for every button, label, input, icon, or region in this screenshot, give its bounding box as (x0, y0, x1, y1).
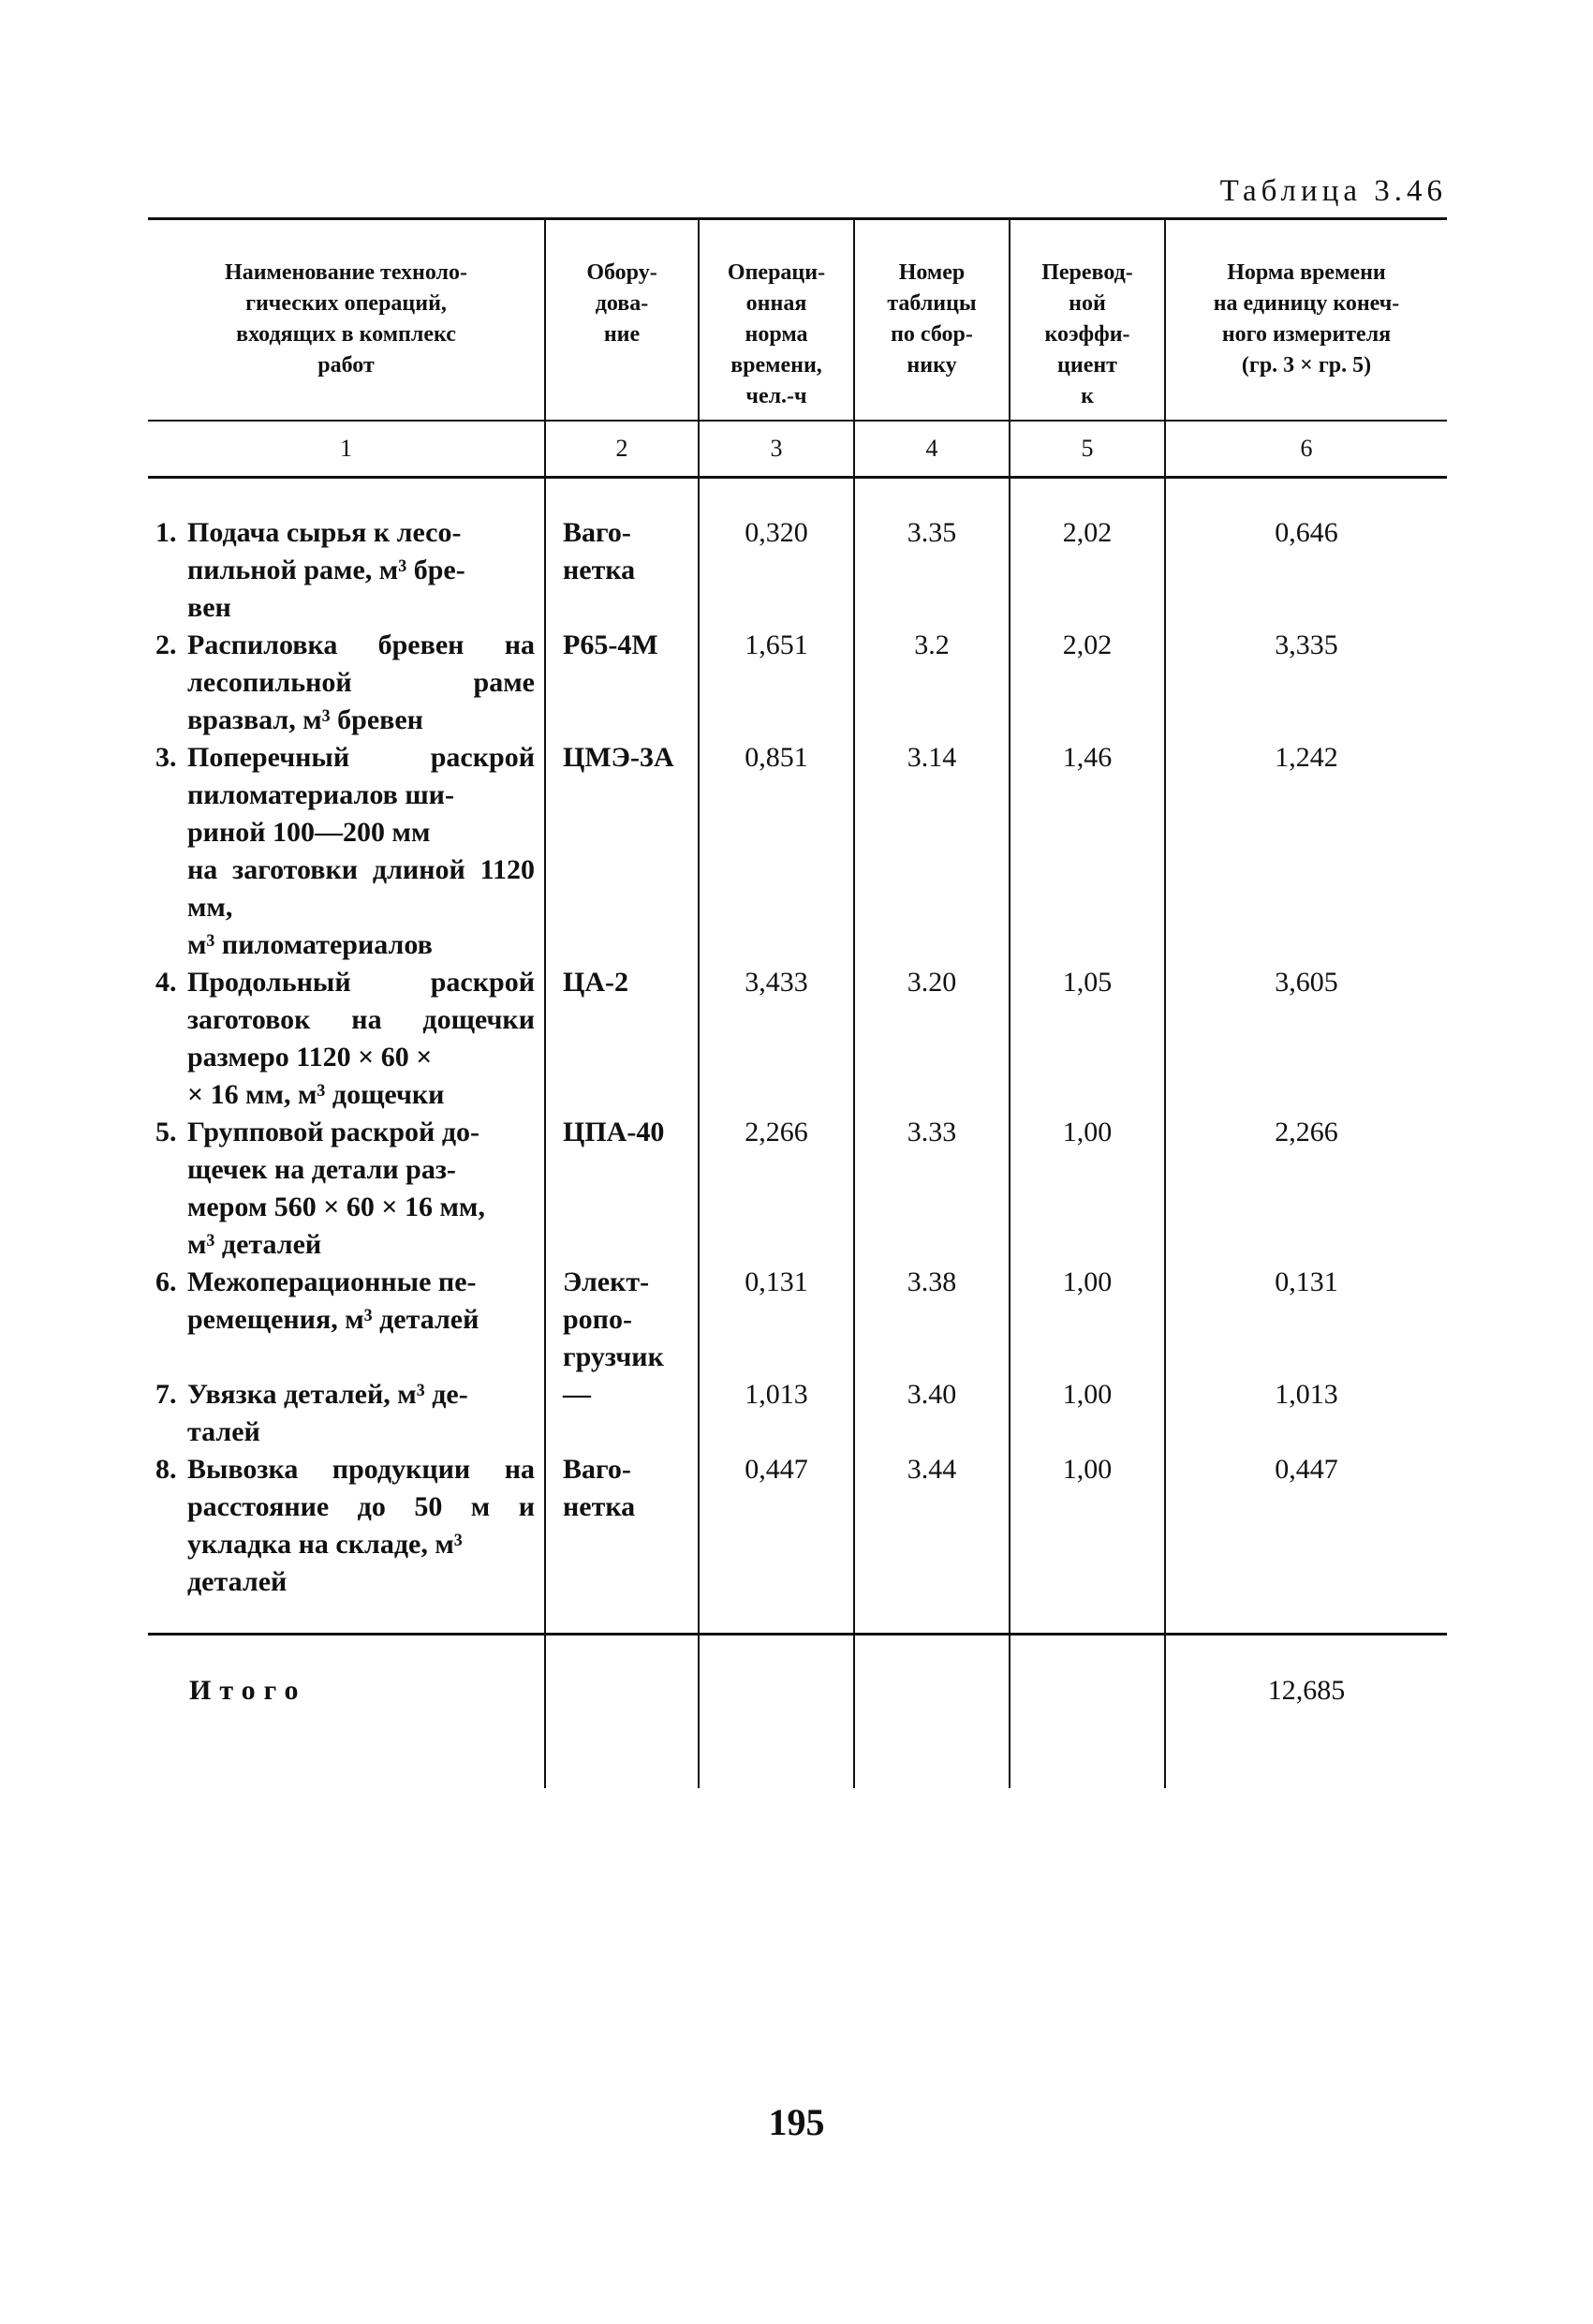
unit-norm-text: 0,131 (1275, 1266, 1338, 1297)
unit-norm-text: 3,605 (1275, 967, 1338, 998)
coefficient (1010, 1451, 1165, 1635)
row-number: 3. (155, 742, 177, 773)
operational-norm-text: 0,447 (745, 1454, 808, 1485)
operational-norm (699, 1451, 854, 1635)
operational-norm (699, 1264, 854, 1376)
table-number-text: 3.44 (907, 1454, 957, 1485)
total-empty-cell (1010, 1635, 1165, 1789)
coefficient-text: 1,05 (1062, 967, 1113, 998)
row-number: 4. (155, 967, 177, 998)
page-number: 195 (768, 2101, 825, 2143)
operational-norm (699, 1376, 854, 1451)
unit-norm (1165, 964, 1447, 1114)
row-number: 1. (155, 517, 177, 548)
total-empty-cell (699, 1635, 854, 1789)
column-number: 6 (1165, 421, 1447, 478)
operational-norm-text: 0,851 (745, 742, 808, 773)
table-row (148, 964, 1447, 1114)
coefficient (1010, 1376, 1165, 1451)
column-number: 4 (854, 421, 1010, 478)
table-number (854, 1451, 1010, 1635)
table-row (148, 1114, 1447, 1264)
equipment-text: Р65-4М (563, 629, 658, 660)
table-number-text: 3.33 (907, 1117, 957, 1147)
equipment-text: Ваго- нетка (563, 1454, 636, 1522)
operational-norm-text: 1,651 (745, 629, 808, 660)
unit-norm-text: 2,266 (1275, 1117, 1338, 1147)
operation-name (148, 627, 545, 739)
operation-text: Вывозка продукции на расстояние до 50 м и укладка на складе, м³ деталей (187, 1454, 535, 1597)
total-row (148, 1635, 1447, 1789)
coefficient-text: 1,00 (1062, 1379, 1113, 1410)
table-row (148, 739, 1447, 964)
operational-norm-text: 2,266 (745, 1117, 808, 1147)
header-unit-norm: Норма времени на единицу конеч- ного измерителя (гр. 3 × гр. 5) (1165, 219, 1447, 422)
table-number-text: 3.38 (907, 1266, 957, 1297)
equipment (545, 1376, 699, 1451)
row-number: 8. (155, 1454, 177, 1485)
operation-name (148, 1114, 545, 1264)
equipment-text: ЦА-2 (563, 967, 628, 998)
table-number (854, 627, 1010, 739)
operation-text: Групповой раскрой до- щечек на детали раз- мером 560 × 60 × 16 мм, м³ деталей (187, 1117, 485, 1260)
operational-norm (699, 739, 854, 964)
operation-name (148, 1376, 545, 1451)
operation-name (148, 964, 545, 1114)
unit-norm (1165, 739, 1447, 964)
table-number (854, 1114, 1010, 1264)
operation-text: Поперечный раскрой пиломатериалов ши- риной 100—200 мм на заготовки длиной 1120 мм, м³ пиломатериалов (187, 742, 535, 960)
unit-norm (1165, 1114, 1447, 1264)
table-number-text: 3.2 (914, 629, 950, 660)
table-row (148, 1376, 1447, 1451)
column-number: 2 (545, 421, 699, 478)
header-row (148, 219, 1447, 422)
unit-norm-text: 0,447 (1275, 1454, 1338, 1485)
equipment (545, 1451, 699, 1635)
total-empty-cell (854, 1635, 1010, 1789)
equipment (545, 739, 699, 964)
equipment (545, 1264, 699, 1376)
operational-norm (699, 1114, 854, 1264)
coefficient (1010, 1264, 1165, 1376)
coefficient (1010, 514, 1165, 627)
column-number: 1 (148, 421, 545, 478)
coefficient-text: 1,00 (1062, 1454, 1113, 1485)
operation-text: Продольный раскрой заготовок на дощечки размеро 1120 × 60 × × 16 мм, м³ дощечки (187, 967, 535, 1110)
operation-text: Подача сырья к лесо- пильной раме, м³ бре- вен (187, 517, 465, 623)
total-empty-cell (545, 1635, 699, 1789)
column-number: 5 (1010, 421, 1165, 478)
table-row (148, 514, 1447, 627)
operation-name (148, 514, 545, 627)
operation-text: Распиловка бревен на лесопильной раме вразвал, м³ бревен (187, 629, 535, 735)
operation-text: Межоперационные пе- ремещения, м³ деталей (187, 1266, 479, 1335)
table-number (854, 739, 1010, 964)
unit-norm-text: 3,335 (1275, 629, 1338, 660)
equipment-text: ЦМЭ-3А (563, 742, 674, 773)
coefficient-text: 1,46 (1062, 742, 1113, 773)
unit-norm-text: 1,242 (1275, 742, 1338, 773)
operation-text: Увязка деталей, м³ де- талей (187, 1379, 468, 1447)
equipment-text: Элект- ропо- грузчик (563, 1266, 664, 1372)
table-number-text: 3.35 (907, 517, 957, 548)
operation-name (148, 739, 545, 964)
operational-norm-text: 3,433 (745, 967, 808, 998)
table-row (148, 1264, 1447, 1376)
header-operation-name: Наименование техноло- гических операций, входящих в комплекс работ (148, 219, 545, 422)
equipment (545, 1114, 699, 1264)
unit-norm (1165, 514, 1447, 627)
operational-norm-text: 0,131 (745, 1266, 808, 1297)
unit-norm-text: 1,013 (1275, 1379, 1338, 1410)
row-number: 7. (155, 1379, 177, 1410)
total-value: 12,685 (1165, 1635, 1447, 1789)
header-coefficient: Перевод- ной коэффи- циент к (1010, 219, 1165, 422)
column-number: 3 (699, 421, 854, 478)
equipment (545, 964, 699, 1114)
equipment (545, 514, 699, 627)
unit-norm (1165, 1451, 1447, 1635)
unit-norm (1165, 1376, 1447, 1451)
norms-table-wrapper (148, 217, 1447, 1788)
operation-name (148, 1451, 545, 1635)
coefficient (1010, 627, 1165, 739)
table-row (148, 627, 1447, 739)
unit-norm (1165, 1264, 1447, 1376)
table-row (148, 1451, 1447, 1635)
unit-norm-text: 0,646 (1275, 517, 1338, 548)
table-number-text: 3.20 (907, 967, 957, 998)
operation-name (148, 1264, 545, 1376)
table-number (854, 1264, 1010, 1376)
total-label: Итого (148, 1635, 545, 1789)
header-table-number: Номер таблицы по сбор- нику (854, 219, 1010, 422)
table-number-text: 3.40 (907, 1379, 957, 1410)
operational-norm (699, 514, 854, 627)
table-caption: Таблица 3.46 (1219, 174, 1447, 208)
column-number-row (148, 421, 1447, 478)
coefficient-text: 1,00 (1062, 1117, 1113, 1147)
header-operational-norm: Операци- онная норма времени, чел.-ч (699, 219, 854, 422)
equipment-text: — (563, 1379, 591, 1410)
table-body (148, 478, 1447, 1635)
operational-norm (699, 964, 854, 1114)
coefficient-text: 2,02 (1062, 629, 1113, 660)
coefficient (1010, 739, 1165, 964)
coefficient (1010, 964, 1165, 1114)
operational-norm-text: 0,320 (745, 517, 808, 548)
row-number: 5. (155, 1117, 177, 1147)
row-number: 6. (155, 1266, 177, 1297)
table-number (854, 514, 1010, 627)
spacer-row (148, 478, 1447, 515)
equipment (545, 627, 699, 739)
row-number: 2. (155, 629, 177, 660)
table-number-text: 3.14 (907, 742, 957, 773)
coefficient (1010, 1114, 1165, 1264)
equipment-text: ЦПА-40 (563, 1117, 665, 1147)
table-number (854, 964, 1010, 1114)
coefficient-text: 2,02 (1062, 517, 1113, 548)
operational-norm (699, 627, 854, 739)
equipment-text: Ваго- нетка (563, 517, 636, 585)
table-number (854, 1376, 1010, 1451)
unit-norm (1165, 627, 1447, 739)
header-equipment: Обору- дова- ние (545, 219, 699, 422)
coefficient-text: 1,00 (1062, 1266, 1113, 1297)
norms-table (148, 217, 1447, 1788)
operational-norm-text: 1,013 (745, 1379, 808, 1410)
